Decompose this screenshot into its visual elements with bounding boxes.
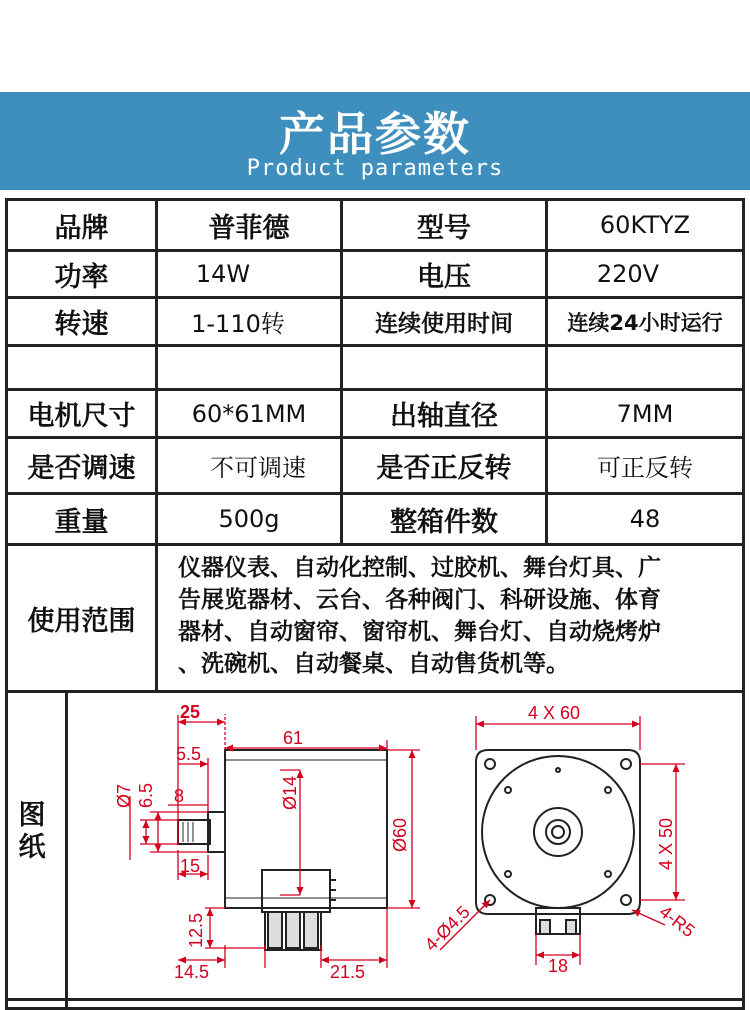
speed-value: 1-110转 <box>191 310 285 338</box>
dim-d7: Ø7 <box>114 783 134 808</box>
col-divider <box>340 198 343 546</box>
dim-14-5: 14.5 <box>174 962 210 982</box>
dim-4-d4-5: 4-Ø4.5 <box>420 901 474 955</box>
box-quantity-label: 整箱件数 <box>390 506 498 538</box>
usage-line: 器材、自动窗帘、窗帘机、舞台灯、自动烧烤炉 <box>178 619 661 645</box>
brand-value: 普菲德 <box>208 212 290 244</box>
reversible-value: 可正反转 <box>597 454 693 482</box>
header-banner <box>0 92 750 190</box>
shaft-diameter-label: 出轴直径 <box>390 401 498 432</box>
dim-25: 25 <box>180 702 201 722</box>
dim-4x50: 4 X 50 <box>656 817 676 870</box>
usage-line: 、洗碗机、自动餐桌、自动售货机等。 <box>178 651 569 677</box>
runtime-value: 连续24小时运行 <box>567 310 723 335</box>
page-title: 产品参数 <box>279 107 471 161</box>
dim-18: 18 <box>548 956 569 976</box>
drawing-label: 图纸 <box>18 800 46 863</box>
dim-15: 15 <box>180 856 201 876</box>
weight-value: 500g <box>218 505 280 533</box>
front-dimension-labels <box>421 703 699 976</box>
usage-line: 告展览器材、云台、各种阀门、科研设施、体育 <box>178 587 661 613</box>
shaft-diameter-value: 7MM <box>616 399 674 428</box>
speed-adjust-label: 是否调速 <box>27 453 136 484</box>
row-divider <box>5 998 745 1001</box>
motor-dimension-drawing <box>68 693 745 998</box>
motor-size-label: 电机尺寸 <box>27 401 136 432</box>
dim-d14: Ø14 <box>280 775 300 810</box>
dim-5-5: 5.5 <box>176 744 202 764</box>
brand-label: 品牌 <box>54 212 109 244</box>
front-view <box>476 750 640 934</box>
reversible-label: 是否正反转 <box>376 453 512 484</box>
dim-6-5: 6.5 <box>136 782 156 808</box>
dim-12-5: 12.5 <box>186 912 206 948</box>
speed-adjust-value: 不可调速 <box>210 454 306 482</box>
dim-4x60: 4 X 60 <box>528 703 581 723</box>
power-label: 功率 <box>54 261 109 293</box>
model-label: 型号 <box>417 212 471 244</box>
dim-21-5: 21.5 <box>330 962 366 982</box>
model-value: 60KTYZ <box>599 211 691 239</box>
runtime-label: 连续使用时间 <box>375 311 513 337</box>
weight-label: 重量 <box>54 506 109 538</box>
col-divider <box>545 198 548 546</box>
motor-size-value: 60*61MM <box>191 399 307 428</box>
usage-line: 仪器仪表、自动化控制、过胶机、舞台灯具、广 <box>178 555 661 581</box>
box-quantity-value: 48 <box>629 505 661 533</box>
voltage-label: 电压 <box>417 261 471 293</box>
dim-d60: Ø60 <box>390 817 410 852</box>
dim-4-r5: 4-R5 <box>655 901 699 942</box>
voltage-value: 220V <box>596 260 660 288</box>
speed-label: 转速 <box>54 309 109 340</box>
dim-8: 8 <box>174 786 185 806</box>
page-subtitle: Product parameters <box>246 156 504 181</box>
usage-label: 使用范围 <box>27 605 136 637</box>
dim-61: 61 <box>283 728 304 748</box>
power-value: 14W <box>195 260 251 288</box>
row-divider <box>5 344 745 347</box>
usage-text <box>178 552 738 680</box>
